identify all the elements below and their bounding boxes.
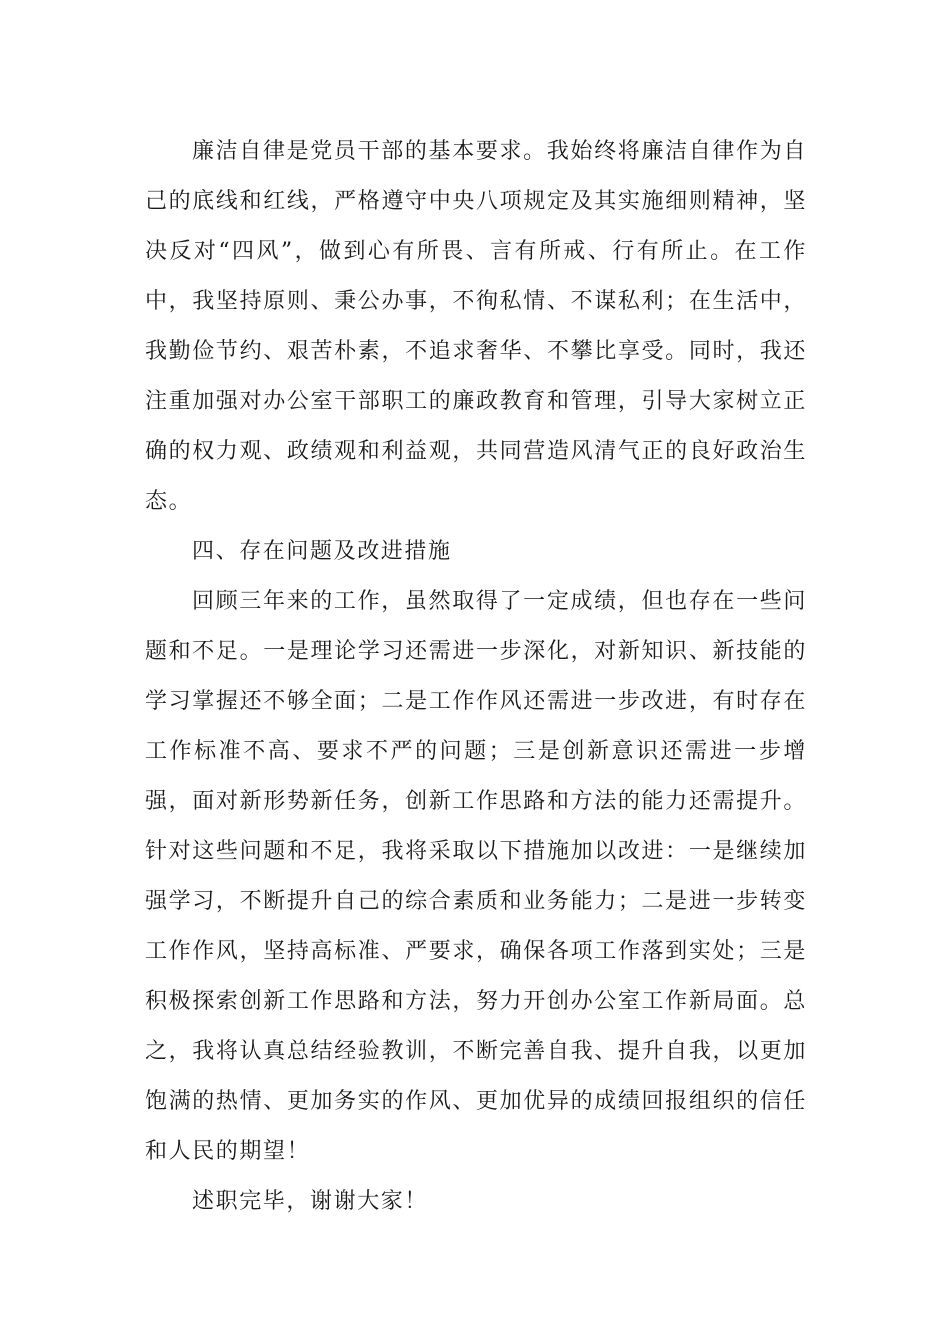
section-heading-problems: 四、存在问题及改进措施 (192, 539, 452, 564)
paragraph-problems-improvements: 回顾三年来的工作，虽然取得了一定成绩，但也存在一些问题和不足。一是理论学习还需进一步深化，对新知识、新技能的学习掌握还不够全面；二是工作作风还需进一步改进，有时存在工作标准不高、要求不严的问题；三是创新意识还需进一步增强，面对新形势新任务，创新工作思路和方法的能力还需提升。针对这些问题和不足，我将采取以下措施加以改进：一是继续加强学习，不断提升自己的综合素质和业务能力；二是进一步转变工作作风，坚持高标准、严要求，确保各项工作落到实处；三是积极探索创新工作思路和方法，努力开创办公室工作新局面。总之，我将认真总结经验教训，不断完善自我、提升自我，以更加饱满的热情、更加务实的作风、更加优异的成绩回报组织的信任和人民的期望！ (145, 589, 807, 1164)
paragraph-closing: 述职完毕，谢谢大家！ (192, 1189, 429, 1214)
document-body (145, 127, 807, 1227)
paragraph-integrity: 廉洁自律是党员干部的基本要求。我始终将廉洁自律作为自己的底线和红线，严格遵守中央八项规定及其实施细则精神，坚决反对“四风”，做到心有所畏、言有所戒、行有所止。在工作中，我坚持原则、秉公办事，不徇私情、不谋私利；在生活中，我勤俭节约、艰苦朴素，不追求奢华、不攀比享受。同时，我还注重加强对办公室干部职工的廉政教育和管理，引导大家树立正确的权力观、政绩观和利益观，共同营造风清气正的良好政治生态。 (145, 139, 807, 514)
